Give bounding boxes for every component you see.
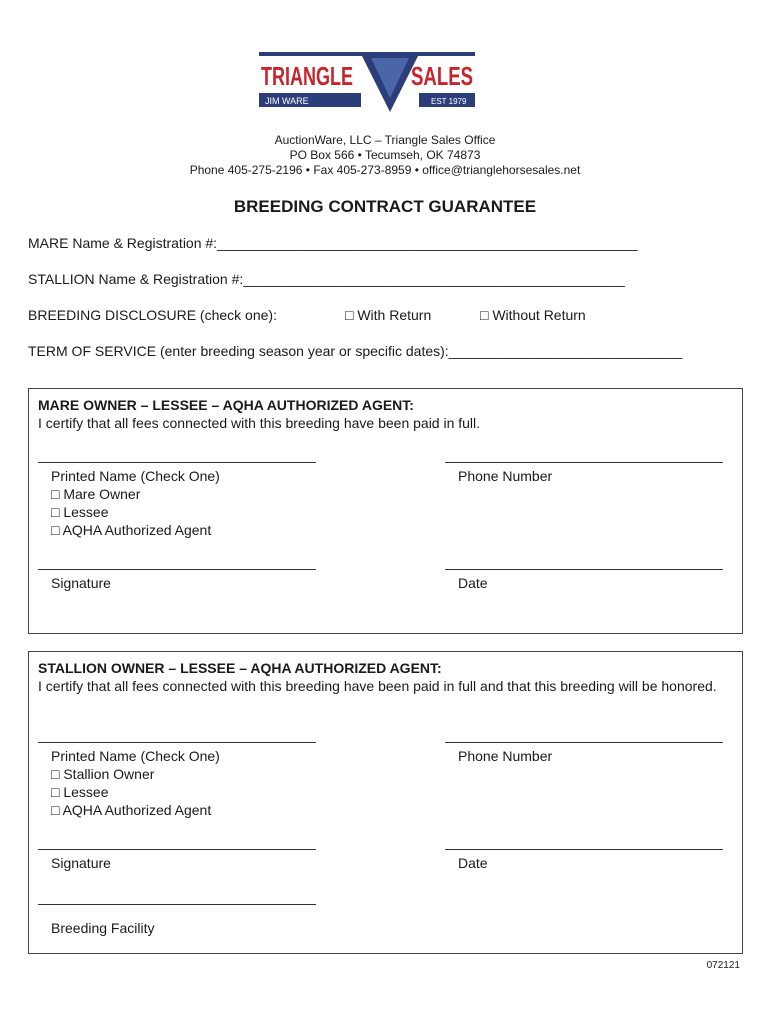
printed-name-label: Printed Name (Check One) xyxy=(51,748,220,764)
form-number: 072121 xyxy=(706,960,740,971)
stallion-section-certification: I certify that all fees connected with this breeding have been paid in full and that this breeding will be honored. xyxy=(38,678,717,694)
printed-name-label: Printed Name (Check One) xyxy=(51,468,220,484)
signature-line xyxy=(38,569,316,570)
logo-brand-left: TRIANGLE xyxy=(261,61,353,91)
signature-line xyxy=(445,742,723,743)
stallion-date-block[interactable] xyxy=(445,849,723,872)
signature-line xyxy=(38,904,316,905)
signature-line xyxy=(38,742,316,743)
without-return-checkbox[interactable]: □ Without Return xyxy=(480,307,586,323)
signature-line xyxy=(445,569,723,570)
header-address: PO Box 566 • Tecumseh, OK 74873 xyxy=(289,148,481,162)
term-of-service-field[interactable]: TERM OF SERVICE (enter breeding season year or specific dates):______________________________ xyxy=(28,343,683,359)
logo-tag-left: JIM WARE xyxy=(265,96,309,106)
triangle-sales-logo xyxy=(259,52,475,114)
phone-number-label: Phone Number xyxy=(458,468,553,484)
mare-phone-block[interactable] xyxy=(445,462,723,485)
signature-line xyxy=(38,849,316,850)
mare-registration-field[interactable]: MARE Name & Registration #:______________________________________________________ xyxy=(28,235,638,251)
with-return-checkbox[interactable]: □ With Return xyxy=(345,307,432,323)
aqha-agent-checkbox[interactable]: □ AQHA Authorized Agent xyxy=(51,522,212,538)
signature-label: Signature xyxy=(51,575,111,591)
breeding-facility-label: Breeding Facility xyxy=(51,920,155,936)
stallion-section-heading: STALLION OWNER – LESSEE – AQHA AUTHORIZED AGENT: xyxy=(38,660,442,676)
stallion-registration-field[interactable]: STALLION Name & Registration #:_________________________________________________ xyxy=(28,271,625,287)
mare-date-block[interactable] xyxy=(445,569,723,592)
mare-owner-section xyxy=(28,388,743,634)
header-contact: Phone 405-275-2196 • Fax 405-273-8959 • office@trianglehorsesales.net xyxy=(189,163,581,177)
date-label: Date xyxy=(458,575,488,591)
breeding-facility-block[interactable] xyxy=(38,904,316,937)
lessee-checkbox[interactable]: □ Lessee xyxy=(51,504,109,520)
aqha-agent-checkbox[interactable]: □ AQHA Authorized Agent xyxy=(51,802,212,818)
lessee-checkbox[interactable]: □ Lessee xyxy=(51,784,109,800)
signature-line xyxy=(445,849,723,850)
mare-owner-checkbox[interactable]: □ Mare Owner xyxy=(51,486,141,502)
mare-signature-block[interactable] xyxy=(38,569,316,592)
phone-number-label: Phone Number xyxy=(458,748,553,764)
signature-line xyxy=(38,462,316,463)
breeding-disclosure-label: BREEDING DISCLOSURE (check one): xyxy=(28,307,277,323)
stallion-phone-block[interactable] xyxy=(445,742,723,765)
header-company: AuctionWare, LLC – Triangle Sales Office xyxy=(274,133,496,147)
mare-section-certification: I certify that all fees connected with this breeding have been paid in full. xyxy=(38,415,481,431)
mare-printed-name-block[interactable] xyxy=(38,462,316,539)
logo-tag-right: EST 1979 xyxy=(431,97,467,106)
stallion-owner-section xyxy=(28,651,743,954)
date-label: Date xyxy=(458,855,488,871)
signature-line xyxy=(445,462,723,463)
logo-brand-right: SALES xyxy=(411,61,473,91)
document-title: BREEDING CONTRACT GUARANTEE xyxy=(233,197,537,216)
stallion-printed-name-block[interactable] xyxy=(38,742,316,819)
stallion-owner-checkbox[interactable]: □ Stallion Owner xyxy=(51,766,155,782)
signature-label: Signature xyxy=(51,855,111,871)
stallion-signature-block[interactable] xyxy=(38,849,316,872)
mare-section-heading: MARE OWNER – LESSEE – AQHA AUTHORIZED AGENT: xyxy=(38,397,414,413)
